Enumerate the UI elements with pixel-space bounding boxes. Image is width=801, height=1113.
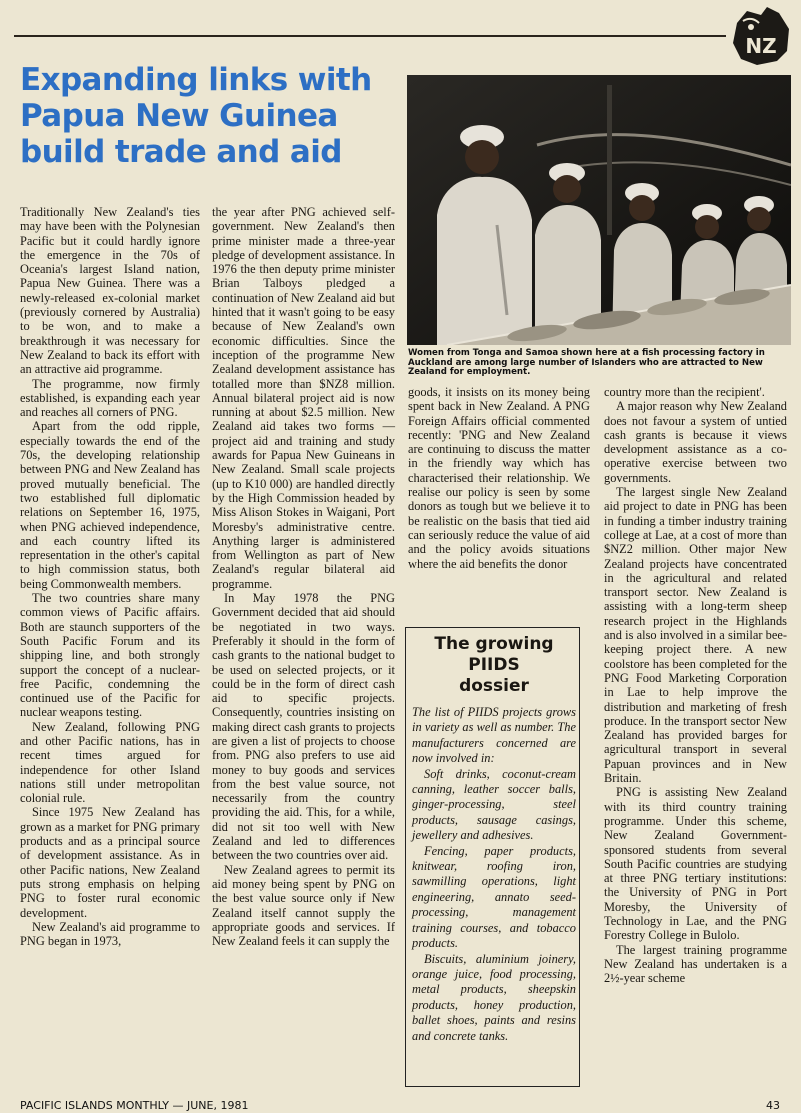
paragraph: New Zealand, following PNG and other Pacific nations, has in recent times argued for independence for other Island nations still under metropolitan colonial rule. bbox=[20, 719, 200, 806]
nz-logo-icon bbox=[727, 3, 795, 69]
paragraph: A major reason why New Zealand does not favour a system of untied cash grants is because it views development assistance as a co-operative exercise between two governments. bbox=[604, 399, 787, 485]
header-rule bbox=[14, 35, 726, 37]
fish-factory-photo bbox=[407, 75, 791, 345]
headline-line-1: Expanding links with bbox=[20, 62, 372, 98]
article-column-3 bbox=[408, 385, 590, 571]
paragraph: PNG is assisting New Zealand with its third country training programme. Under this scheme, New Zealand Government-sponsored students from several South Pacific countries are studying at three PNG tertiary institutions: the University of PNG in Port Moresby, the University of Technology in Lae, and the PNG Forestry College in Bulolo. bbox=[604, 785, 787, 943]
paragraph: goods, it insists on its money being spent back in New Zealand. A PNG Foreign Affairs official commented recently: 'PNG and New Zealand are continuing to discuss the matter in the friendly way which has characterised their relationship. We realise our policy is seen by some donors as tough but we believe it to be realistic on the basis that tied aid can seriously reduce the value of aid and the policy avoids situations where the aid benefits the donor bbox=[408, 385, 590, 571]
headline-line-3: build trade and aid bbox=[20, 134, 342, 170]
paragraph: In May 1978 the PNG Government decided that aid should be negotiated in two ways. Preferably it should in the form of cash grants to the national budget to be used on selected projects, or it could be in the form of direct cash aid to specific projects. Consequently, countries insisting on making direct cash grants to projects are given a list of projects to choose from. PNG also prefers to use aid money to buy goods and services from the best value source, not necessarily from the country providing the aid. This, for a while, did not sit too well with New Zealand and led to differences between the two countries over aid. bbox=[212, 591, 395, 863]
paragraph: Traditionally New Zealand's ties may have been with the Polynesian Pacific but it could hardly ignore the emergence in the 70s of Oceania's largest Island nation, Papua New Guinea. There was a newly-released ex-colonial market (previously cornered by Australia) to be won, and to make a breakthrough it was necessary for New Zealand to back its effort with an attractive aid programme. bbox=[20, 205, 200, 377]
logo-text: NZ bbox=[745, 34, 777, 58]
page-number: 43 bbox=[766, 1099, 780, 1112]
box-title-line-2: PIIDS bbox=[468, 655, 520, 675]
box-paragraph: Fencing, paper products, knitwear, roofing iron, sawmilling operations, light engineering, annato seed-processing, management training courses, and tobacco products. bbox=[412, 843, 576, 951]
box-paragraph: The list of PIIDS projects grows in variety as well as number. The manufacturers concerned are now involved in: bbox=[412, 705, 576, 766]
paragraph: country more than the recipient'. bbox=[604, 385, 765, 399]
headline bbox=[20, 62, 400, 170]
box-paragraph: Soft drinks, coconut-cream canning, leather soccer balls, ginger-processing, steel products, sausage casings, jewellery and adhesives. bbox=[412, 766, 576, 843]
publication-line: PACIFIC ISLANDS MONTHLY — JUNE, 1981 bbox=[20, 1099, 249, 1112]
paragraph: New Zealand agrees to permit its aid money being spent by PNG on the best value source only if New Zealand itself cannot supply the appropriate goods and services. If New Zealand feels it can supply the bbox=[212, 862, 395, 949]
photo-caption: Women from Tonga and Samoa shown here at a fish processing factory in Auckland are among large number of Islanders who are attracted to New Zealand for employment. bbox=[408, 348, 765, 378]
box-title bbox=[412, 634, 576, 697]
paragraph: The largest single New Zealand aid project to date in PNG has been in funding a timber industry training college at Lae, at a cost of more than $NZ2 million. Other major New Zealand projects have concentrated in the agricultural and related transport sector. New Zealand is assisting with a long-term sheep research project in the Highlands and is also involved in a similar bee-keeping project there. A new coolstore has been completed for the PNG Food Marketing Corporation in Lae to help improve the distribution and marketing of fresh produce. In the transport sector New Zealand has provided barges for agricultural transport in several Papuan provinces and in New Britain. bbox=[604, 485, 787, 786]
box-title-line-3: dossier bbox=[459, 676, 529, 696]
article-column-1 bbox=[20, 205, 200, 948]
paragraph: The two countries share many common views of Pacific affairs. Both are staunch supporters of the South Pacific Forum and its shipping line, and both strongly support the concept of a nuclear-free Pacific, condemning the continued use of the Pacific for nuclear weapons testing. bbox=[20, 591, 200, 720]
paragraph: The largest training programme New Zealand has undertaken is a 2½-year scheme bbox=[604, 942, 787, 986]
paragraph: Apart from the odd ripple, especially towards the end of the 70s, the developing relationship between PNG and New Zealand has proved mutually beneficial. The two established full diplomatic relations on September 16, 1975, when PNG achieved independence, and each country lifted its representation in the other's capital to high commission status, both being Commonwealth members. bbox=[20, 419, 200, 591]
paragraph: the year after PNG achieved self-government. New Zealand's then prime minister made a three-year pledge of development assistance. In 1976 the then deputy prime minister Brian Talboys pledged a continuation of New Zealand aid but hinted that it wasn't going to be easy because of New Zealand's own economic difficulties. Since the inception of the programme New Zealand development assistance has totalled more than $NZ8 million. Annual bilateral project aid is now running at about $2.5 million. New Zealand aid takes two forms — project aid and training and study awards for Papua New Guineans in New Zealand. Small scale projects (up to K10 000) are handled directly by the High Commission headed by Miss Alison Stokes in Waigani, Port Moresby's administrative centre. Anything larger is administered from Wellington as part of New Zealand's regular bilateral aid programme. bbox=[212, 205, 395, 591]
paragraph: The programme, now firmly established, is expanding each year and reaches all corners of PNG. bbox=[20, 376, 200, 420]
article-column-4 bbox=[604, 385, 787, 985]
page-footer bbox=[20, 1099, 790, 1112]
paragraph: Since 1975 New Zealand has grown as a market for PNG primary products and as a principal source of development assistance. As in other Pacific nations, New Zealand puts strong emphasis on helping PNG to foster rural economic development. bbox=[20, 805, 200, 920]
headline-line-2: Papua New Guinea bbox=[20, 98, 338, 134]
box-paragraph: Biscuits, aluminium joinery, orange juice, food processing, metal products, sheepskin products, honey production, ballet shoes, paints and resins and concrete tanks. bbox=[412, 951, 576, 1043]
piids-sidebar-box bbox=[405, 627, 580, 1087]
article-column-2 bbox=[212, 205, 395, 948]
paragraph: New Zealand's aid programme to PNG began in 1973, bbox=[20, 919, 200, 949]
box-title-line-1: The growing bbox=[434, 634, 554, 654]
